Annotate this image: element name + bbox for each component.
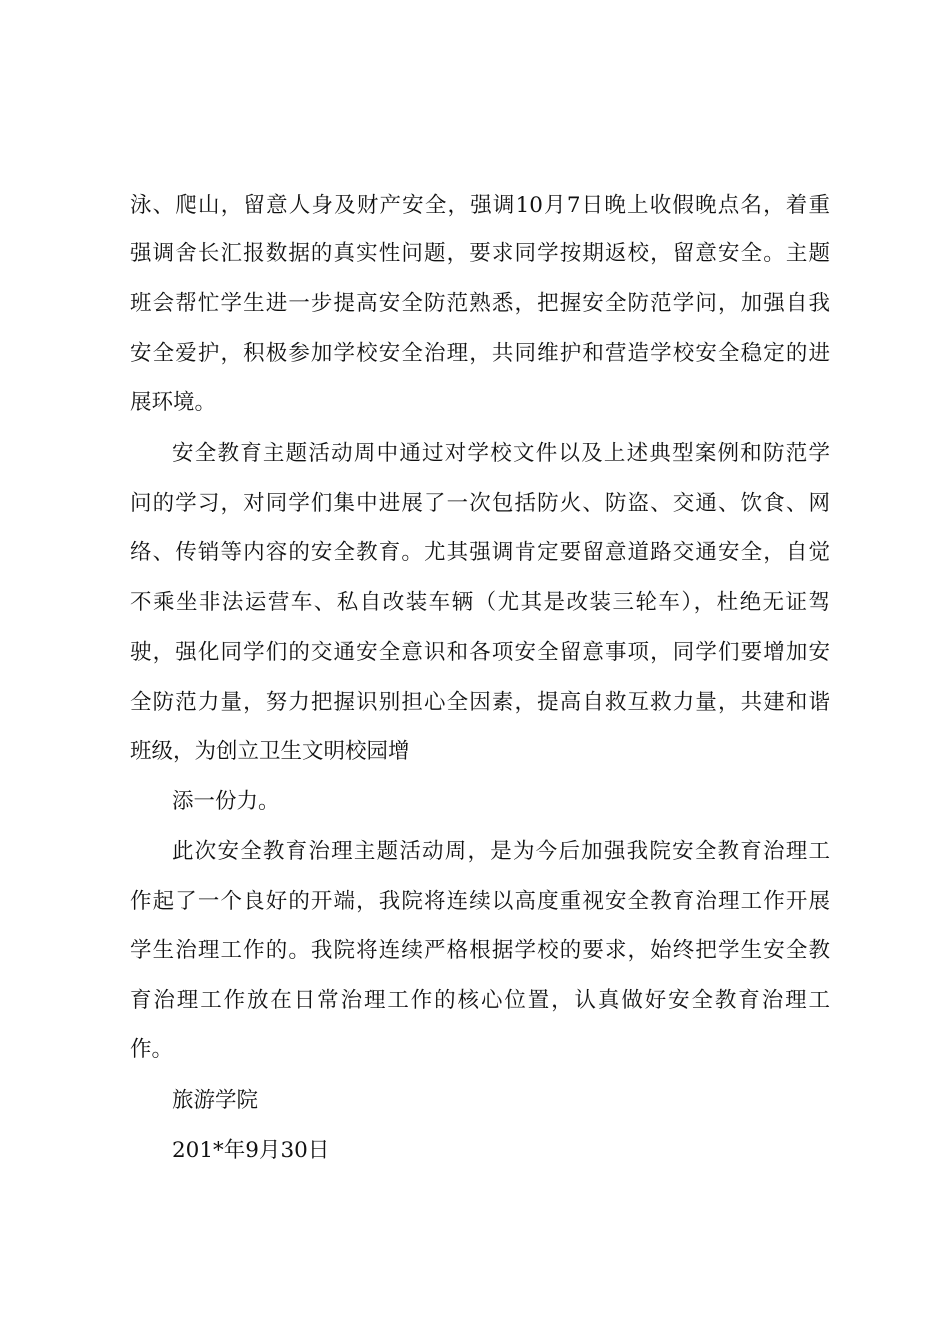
paragraph-4-line-5: 作。 <box>130 1037 174 1062</box>
paragraph-1-line-4: 安全爱护，积极参加学校安全治理，共同维护和营造学校安全稳定的进 <box>130 341 830 366</box>
paragraph-2-line-4: 不乘坐非法运营车、私自改装车辆（尤其是改装三轮车），杜绝无证驾 <box>130 590 830 615</box>
paragraph-1-line-5: 展环境。 <box>130 390 217 415</box>
paragraph-2-line-3: 络、传销等内容的安全教育。尤其强调肯定要留意道路交通安全，自觉 <box>130 540 830 565</box>
signature-date: 201*年9月30日 <box>172 1138 330 1163</box>
paragraph-1-line-2: 强调舍长汇报数据的真实性问题，要求同学按期返校，留意安全。主题 <box>130 241 830 266</box>
paragraph-4-line-3: 学生治理工作的。我院将连续严格根据学校的要求，始终把学生安全教 <box>130 938 830 963</box>
paragraph-2-line-2: 问的学习，对同学们集中进展了一次包括防火、防盗、交通、饮食、网 <box>130 491 830 516</box>
paragraph-4-line-1: 此次安全教育治理主题活动周，是为今后加强我院安全教育治理工 <box>172 839 830 864</box>
paragraph-2-line-5: 驶，强化同学们的交通安全意识和各项安全留意事项，同学们要增加安 <box>130 640 830 665</box>
paragraph-2-line-7: 班级，为创立卫生文明校园增 <box>130 739 410 764</box>
signature-organization: 旅游学院 <box>172 1088 259 1113</box>
paragraph-1-line-1: 泳、爬山，留意人身及财产安全，强调10月7日晚上收假晚点名，着重 <box>130 193 830 218</box>
paragraph-2-line-6: 全防范力量，努力把握识别担心全因素，提高自救互救力量，共建和谐 <box>130 690 830 715</box>
paragraph-1-line-3: 班会帮忙学生进一步提高安全防范熟悉，把握安全防范学问，加强自我 <box>130 291 830 316</box>
paragraph-4-line-2: 作起了一个良好的开端，我院将连续以高度重视安全教育治理工作开展 <box>130 889 830 914</box>
paragraph-3-line-1: 添一份力。 <box>172 789 280 814</box>
paragraph-2-line-1: 安全教育主题活动周中通过对学校文件以及上述典型案例和防范学 <box>172 441 830 466</box>
paragraph-4-line-4: 育治理工作放在日常治理工作的核心位置，认真做好安全教育治理工 <box>130 988 830 1013</box>
